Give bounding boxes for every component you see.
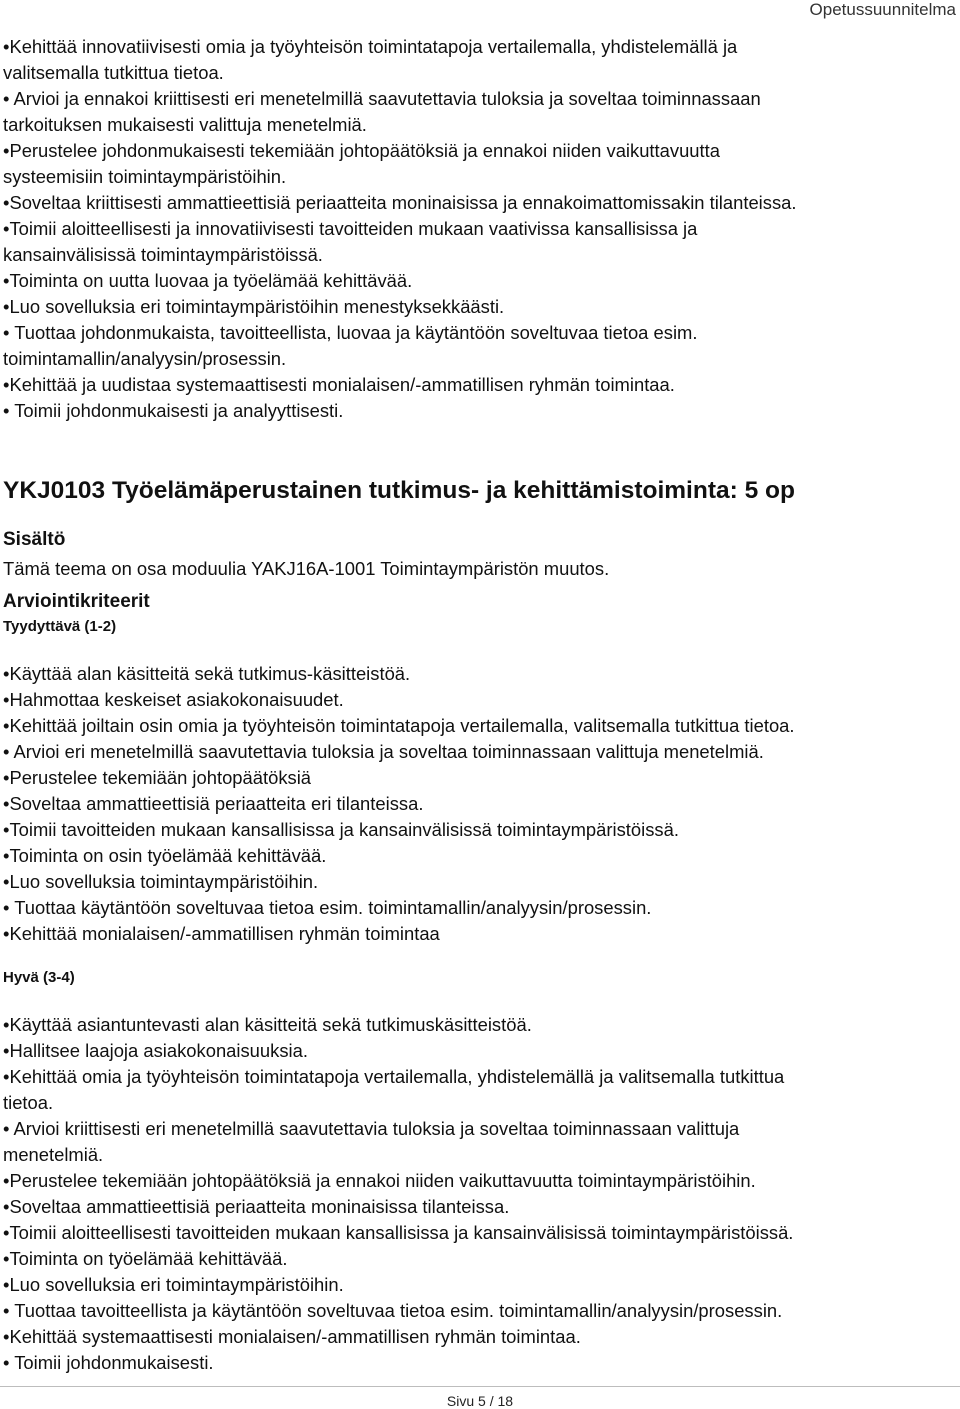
list-line: •Käyttää asiantuntevasti alan käsitteitä sekä tutkimuskäsitteistöä. [3,1014,532,1035]
list-line: •Luo sovelluksia toimintaympäristöihin. [3,871,319,892]
good-criteria-list [3,1012,953,1376]
list-line: •Soveltaa ammattieettisiä periaatteita eri tilanteissa. [3,793,424,814]
list-line: toimintamallin/analyysin/prosessin. [3,348,287,369]
list-line: systeemisiin toimintaympäristöihin. [3,166,287,187]
list-line: tarkoituksen mukaisesti valittuja menetelmiä. [3,114,367,135]
list-line: •Toiminta on työelämää kehittävää. [3,1248,288,1269]
list-line: • Tuottaa käytäntöön soveltuvaa tietoa esim. toimintamallin/analyysin/prosessin. [3,897,652,918]
content-text: Tämä teema on osa moduulia YAKJ16A-1001 Toimintaympäristön muutos. [3,558,610,579]
grade-heading-satisfactory: Tyydyttävä (1-2) [3,618,117,635]
list-line: •Toimii aloitteellisesti ja innovatiivisesti tavoitteiden mukaan vaativissa kansallisissa ja [3,218,698,239]
list-line: •Hallitsee laajoja asiakokonaisuuksia. [3,1040,308,1061]
list-line: •Toimii tavoitteiden mukaan kansallisissa ja kansainvälisissä toimintaympäristöissä. [3,819,679,840]
list-line: •Kehittää ja uudistaa systemaattisesti monialaisen/-ammatillisen ryhmän toimintaa. [3,374,675,395]
top-criteria-list [3,34,953,424]
list-line: • Toimii johdonmukaisesti. [3,1352,214,1373]
list-line: • Arvioi eri menetelmillä saavutettavia tuloksia ja soveltaa toiminnassaan valittuja menetelmiä. [3,741,764,762]
list-line: •Kehittää monialaisen/-ammatillisen ryhmän toimintaa [3,923,440,944]
list-line: •Käyttää alan käsitteitä sekä tutkimus-käsitteistöä. [3,663,411,684]
list-line: •Toiminta on uutta luovaa ja työelämää kehittävää. [3,270,413,291]
document-header-label: Opetussuunnitelma [809,0,956,19]
list-line: tietoa. [3,1092,54,1113]
list-line: •Luo sovelluksia eri toimintaympäristöihin menestyksekkäästi. [3,296,505,317]
satisfactory-criteria-list [3,661,953,947]
list-line: •Hahmottaa keskeiset asiakokonaisuudet. [3,689,344,710]
page-content [3,34,953,1376]
footer-divider [0,1386,960,1387]
grade-heading-good: Hyvä (3-4) [3,969,75,986]
list-line: • Arvioi kriittisesti eri menetelmillä saavutettavia tuloksia ja soveltaa toiminnassaan valittuja [3,1118,740,1139]
list-line: •Kehittää joiltain osin omia ja työyhteisön toimintatapoja vertailemalla, valitsemalla tutkittua tietoa. [3,715,795,736]
list-line: •Soveltaa ammattieettisiä periaatteita moninaisissa tilanteissa. [3,1196,510,1217]
content-heading: Sisältö [3,529,66,550]
list-line: •Toiminta on osin työelämää kehittävää. [3,845,327,866]
list-line: menetelmiä. [3,1144,104,1165]
list-line: •Luo sovelluksia eri toimintaympäristöihin. [3,1274,344,1295]
course-title: YKJ0103 Työelämäperustainen tutkimus- ja kehittämistoiminta: 5 op [3,477,795,504]
page-number: Sivu 5 / 18 [446,1393,514,1409]
list-line: kansainvälisissä toimintaympäristöissä. [3,244,323,265]
list-line: •Kehittää systemaattisesti monialaisen/-ammatillisen ryhmän toimintaa. [3,1326,581,1347]
list-line: • Arvioi ja ennakoi kriittisesti eri menetelmillä saavutettavia tuloksia ja soveltaa toiminnassaan [3,88,761,109]
list-line: •Toimii aloitteellisesti tavoitteiden mukaan kansallisissa ja kansainvälisissä toimintaympäristöissä. [3,1222,794,1243]
criteria-heading: Arviointikriteerit [3,591,150,612]
list-line: •Perustelee johdonmukaisesti tekemiään johtopäätöksiä ja ennakoi niiden vaikuttavuutta [3,140,720,161]
list-line: •Perustelee tekemiään johtopäätöksiä [3,767,312,788]
list-line: •Kehittää omia ja työyhteisön toimintatapoja vertailemalla, yhdistelemällä ja valitsemalla tutkittua [3,1066,785,1087]
list-line: valitsemalla tutkittua tietoa. [3,62,224,83]
list-line: • Tuottaa tavoitteellista ja käytäntöön soveltuvaa tietoa esim. toimintamallin/analyysin/prosessin. [3,1300,783,1321]
list-line: •Perustelee tekemiään johtopäätöksiä ja ennakoi niiden vaikuttavuutta toimintaympäristöihin. [3,1170,756,1191]
list-line: • Tuottaa johdonmukaista, tavoitteellista, luovaa ja käytäntöön soveltuvaa tietoa esim. [3,322,698,343]
list-line: • Toimii johdonmukaisesti ja analyyttisesti. [3,400,344,421]
list-line: •Kehittää innovatiivisesti omia ja työyhteisön toimintatapoja vertailemalla, yhdistelemällä ja [3,36,738,57]
list-line: •Soveltaa kriittisesti ammattieettisiä periaatteita moninaisissa ja ennakoimattomissakin tilanteissa. [3,192,797,213]
